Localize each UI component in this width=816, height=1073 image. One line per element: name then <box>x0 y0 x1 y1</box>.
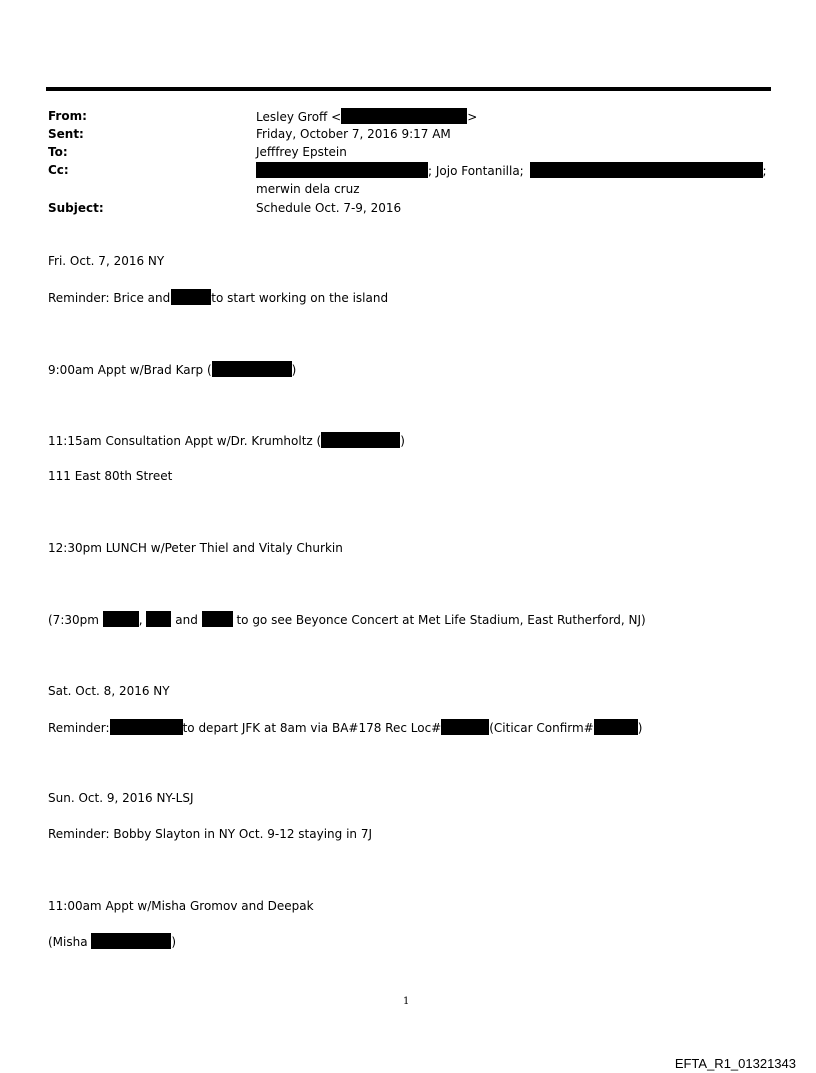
from-close: > <box>467 110 478 124</box>
document-id: EFTA_R1_01321343 <box>674 1056 796 1071</box>
sent-value: Friday, October 7, 2016 9:17 AM <box>256 127 451 141</box>
appt-line-krumholtz <box>48 432 405 449</box>
concert-text-d: to go see Beyonce Concert at Met Life Stadium, East Rutherford, NJ) <box>232 613 646 627</box>
appt1-text-a: 9:00am Appt w/Brad Karp ( <box>48 363 212 377</box>
from-label: From: <box>48 109 87 123</box>
appt2-text-b: ) <box>400 434 405 448</box>
redaction-block <box>212 361 292 377</box>
cc-value-line2: merwin dela cruz <box>256 182 360 196</box>
reminder1-text-b: to start working on the island <box>211 291 389 305</box>
appt2-text-a: 11:15am Consultation Appt w/Dr. Krumholtz ( <box>48 434 322 448</box>
cc-part1: ; Jojo Fontanilla; <box>428 164 524 178</box>
subject-label: Subject: <box>48 201 104 215</box>
day3-heading: Sun. Oct. 9, 2016 NY-LSJ <box>48 791 194 805</box>
address-line: 111 East 80th Street <box>48 469 173 483</box>
sent-label: Sent: <box>48 127 84 141</box>
reminder-line-1 <box>48 289 388 306</box>
reminder2-text-a: Reminder: <box>48 721 110 735</box>
from-value <box>256 108 477 125</box>
reminder1-text-a: Reminder: Brice and <box>48 291 171 305</box>
reminder2-text-c: (Citicar Confirm# <box>489 721 594 735</box>
redaction-block <box>530 162 763 178</box>
lunch-line: 12:30pm LUNCH w/Peter Thiel and Vitaly Churkin <box>48 541 343 555</box>
redaction-block <box>171 289 211 305</box>
appt1-text-b: ) <box>291 363 297 377</box>
misha-line <box>48 933 176 950</box>
reminder2-text-d: ) <box>637 721 643 735</box>
redaction-block <box>91 933 171 949</box>
to-value: Jefffrey Epstein <box>256 145 347 159</box>
subject-value: Schedule Oct. 7-9, 2016 <box>256 201 402 215</box>
reminder-line-2 <box>48 719 642 736</box>
redaction-block <box>202 611 233 627</box>
redaction-block <box>146 611 171 627</box>
reminder-line-3: Reminder: Bobby Slayton in NY Oct. 9-12 staying in 7J <box>48 827 372 841</box>
misha-text-b: ) <box>171 935 177 949</box>
appt-line-brad-karp <box>48 361 296 378</box>
redaction-block <box>110 719 183 735</box>
reminder2-text-b: to depart JFK at 8am via BA#178 Rec Loc# <box>182 721 442 735</box>
redaction-block <box>341 108 467 124</box>
concert-text-b: , <box>138 613 143 627</box>
page-number: 1 <box>403 996 410 1007</box>
cc-value <box>256 162 767 179</box>
to-label: To: <box>48 145 68 159</box>
day1-heading: Fri. Oct. 7, 2016 NY <box>48 254 165 268</box>
redaction-block <box>256 162 428 178</box>
day2-heading: Sat. Oct. 8, 2016 NY <box>48 684 170 698</box>
concert-text-c: and <box>171 613 198 627</box>
appt-line-gromov: 11:00am Appt w/Misha Gromov and Deepak <box>48 899 314 913</box>
header-divider <box>46 87 771 91</box>
redaction-block <box>441 719 489 735</box>
cc-part2: ; <box>762 164 767 178</box>
from-name: Lesley Groff < <box>256 110 342 124</box>
redaction-block <box>321 432 400 448</box>
concert-text-a: (7:30pm <box>48 613 99 627</box>
redaction-block <box>594 719 638 735</box>
redaction-block <box>103 611 139 627</box>
concert-line <box>48 611 646 628</box>
misha-text-a: (Misha <box>48 935 88 949</box>
cc-label: Cc: <box>48 163 69 177</box>
